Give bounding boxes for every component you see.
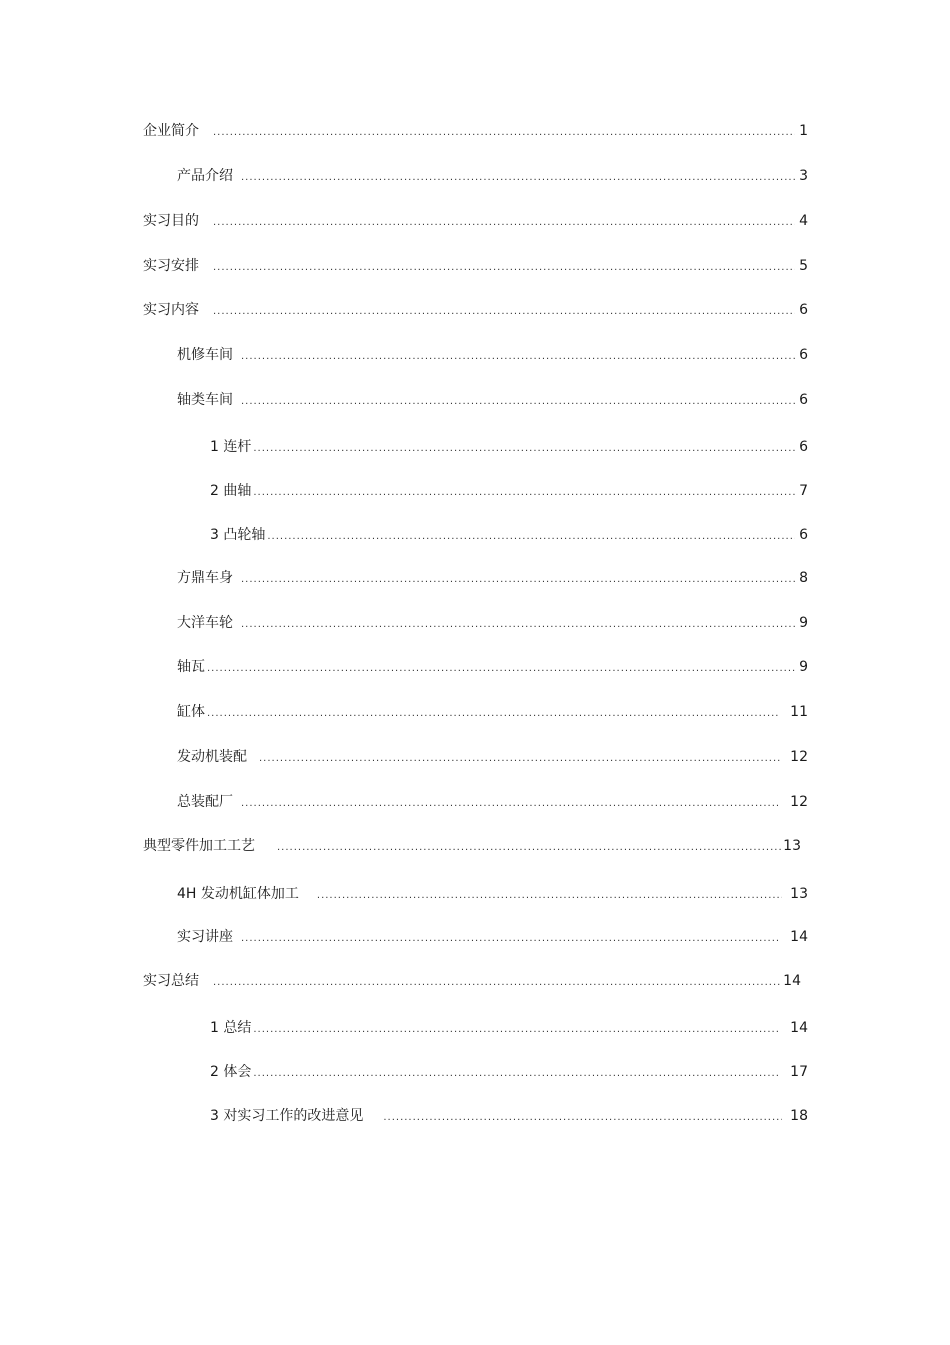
toc-entry-label: 3 对实习工作的改进意见 [210,1108,364,1124]
dot-leader [317,887,782,905]
toc-entry-page: 12 [790,794,808,810]
toc-entry-page: 5 [799,258,808,274]
toc-entry[interactable] [143,212,808,232]
toc-entry-label: 4H 发动机缸体加工 [177,886,299,902]
toc-entry[interactable] [177,928,808,948]
toc-entry-page: 13 [783,838,801,854]
toc-entry-page: 6 [799,527,808,543]
toc-entry-page: 17 [790,1064,808,1080]
toc-entry-label: 大洋车轮 [177,615,233,631]
dot-leader [213,974,781,992]
dot-leader [259,750,780,768]
toc-entry-label: 实习目的 [143,213,199,229]
toc-entry-page: 9 [799,659,808,675]
toc-entry[interactable] [177,614,808,634]
dot-leader [207,705,780,723]
dot-leader [241,616,795,634]
toc-entry[interactable] [210,1019,808,1039]
toc-entry-label: 发动机装配 [177,749,247,765]
toc-entry-label: 实习内容 [143,302,199,318]
toc-entry-label: 产品介绍 [177,168,233,184]
toc-entry-page: 18 [790,1108,808,1124]
dot-leader [213,303,795,321]
dot-leader [213,214,795,232]
dot-leader [383,1109,782,1127]
toc-entry-page: 6 [799,392,808,408]
toc-entry-page: 14 [790,929,808,945]
dot-leader [253,1021,780,1039]
dot-leader [241,795,780,813]
toc-entry[interactable] [143,837,801,857]
dot-leader [277,839,781,857]
toc-entry-label: 实习讲座 [177,929,233,945]
toc-entry[interactable] [177,658,808,678]
toc-entry-label: 方鼎车身 [177,570,233,586]
toc-entry[interactable] [210,438,808,458]
toc-entry[interactable] [210,482,808,502]
toc-entry-page: 14 [790,1020,808,1036]
toc-entry-label: 轴类车间 [177,392,233,408]
dot-leader [241,393,795,411]
toc-entry-label: 总装配厂 [177,794,233,810]
toc-entry[interactable] [210,1063,808,1083]
dot-leader [213,124,795,142]
toc-entry-label: 企业简介 [143,123,199,139]
dot-leader [267,528,795,546]
toc-entry-label: 机修车间 [177,347,233,363]
toc-entry-page: 6 [799,302,808,318]
toc-entry-page: 7 [799,483,808,499]
toc-entry[interactable] [177,885,808,905]
toc-entry[interactable] [177,167,808,187]
toc-entry-page: 4 [799,213,808,229]
toc-entry-page: 8 [799,570,808,586]
toc-entry-page: 3 [799,168,808,184]
toc-entry[interactable] [143,301,808,321]
dot-leader [253,1065,780,1083]
toc-entry[interactable] [143,972,801,992]
toc-entry-page: 6 [799,347,808,363]
dot-leader [253,484,795,502]
toc-entry[interactable] [177,391,808,411]
toc-entry[interactable] [177,346,808,366]
toc-entry-page: 11 [790,704,808,720]
toc-entry[interactable] [143,122,808,142]
dot-leader [213,259,795,277]
toc-entry-page: 14 [783,973,801,989]
toc-entry[interactable] [143,257,808,277]
toc-entry-label: 实习总结 [143,973,199,989]
toc-entry[interactable] [177,703,808,723]
toc-entry-label: 3 凸轮轴 [210,527,266,543]
toc-entry-page: 9 [799,615,808,631]
toc-entry-label: 典型零件加工工艺 [143,838,255,854]
toc-entry-label: 轴瓦 [177,659,205,675]
toc-entry-page: 12 [790,749,808,765]
toc-entry[interactable] [210,1107,808,1127]
toc-entry-label: 2 曲轴 [210,483,252,499]
toc-entry-page: 1 [799,123,808,139]
dot-leader [241,930,780,948]
toc-entry[interactable] [177,569,808,589]
dot-leader [241,348,795,366]
toc-entry-label: 2 体会 [210,1064,252,1080]
dot-leader [241,571,795,589]
toc-entry[interactable] [177,793,808,813]
dot-leader [253,440,795,458]
dot-leader [207,660,795,678]
dot-leader [241,169,795,187]
toc-entry-page: 13 [790,886,808,902]
toc-entry[interactable] [177,748,808,768]
toc-entry[interactable] [210,526,808,546]
toc-entry-page: 6 [799,439,808,455]
toc-entry-label: 1 总结 [210,1020,252,1036]
toc-entry-label: 实习安排 [143,258,199,274]
toc-entry-label: 1 连杆 [210,439,252,455]
toc-entry-label: 缸体 [177,704,205,720]
